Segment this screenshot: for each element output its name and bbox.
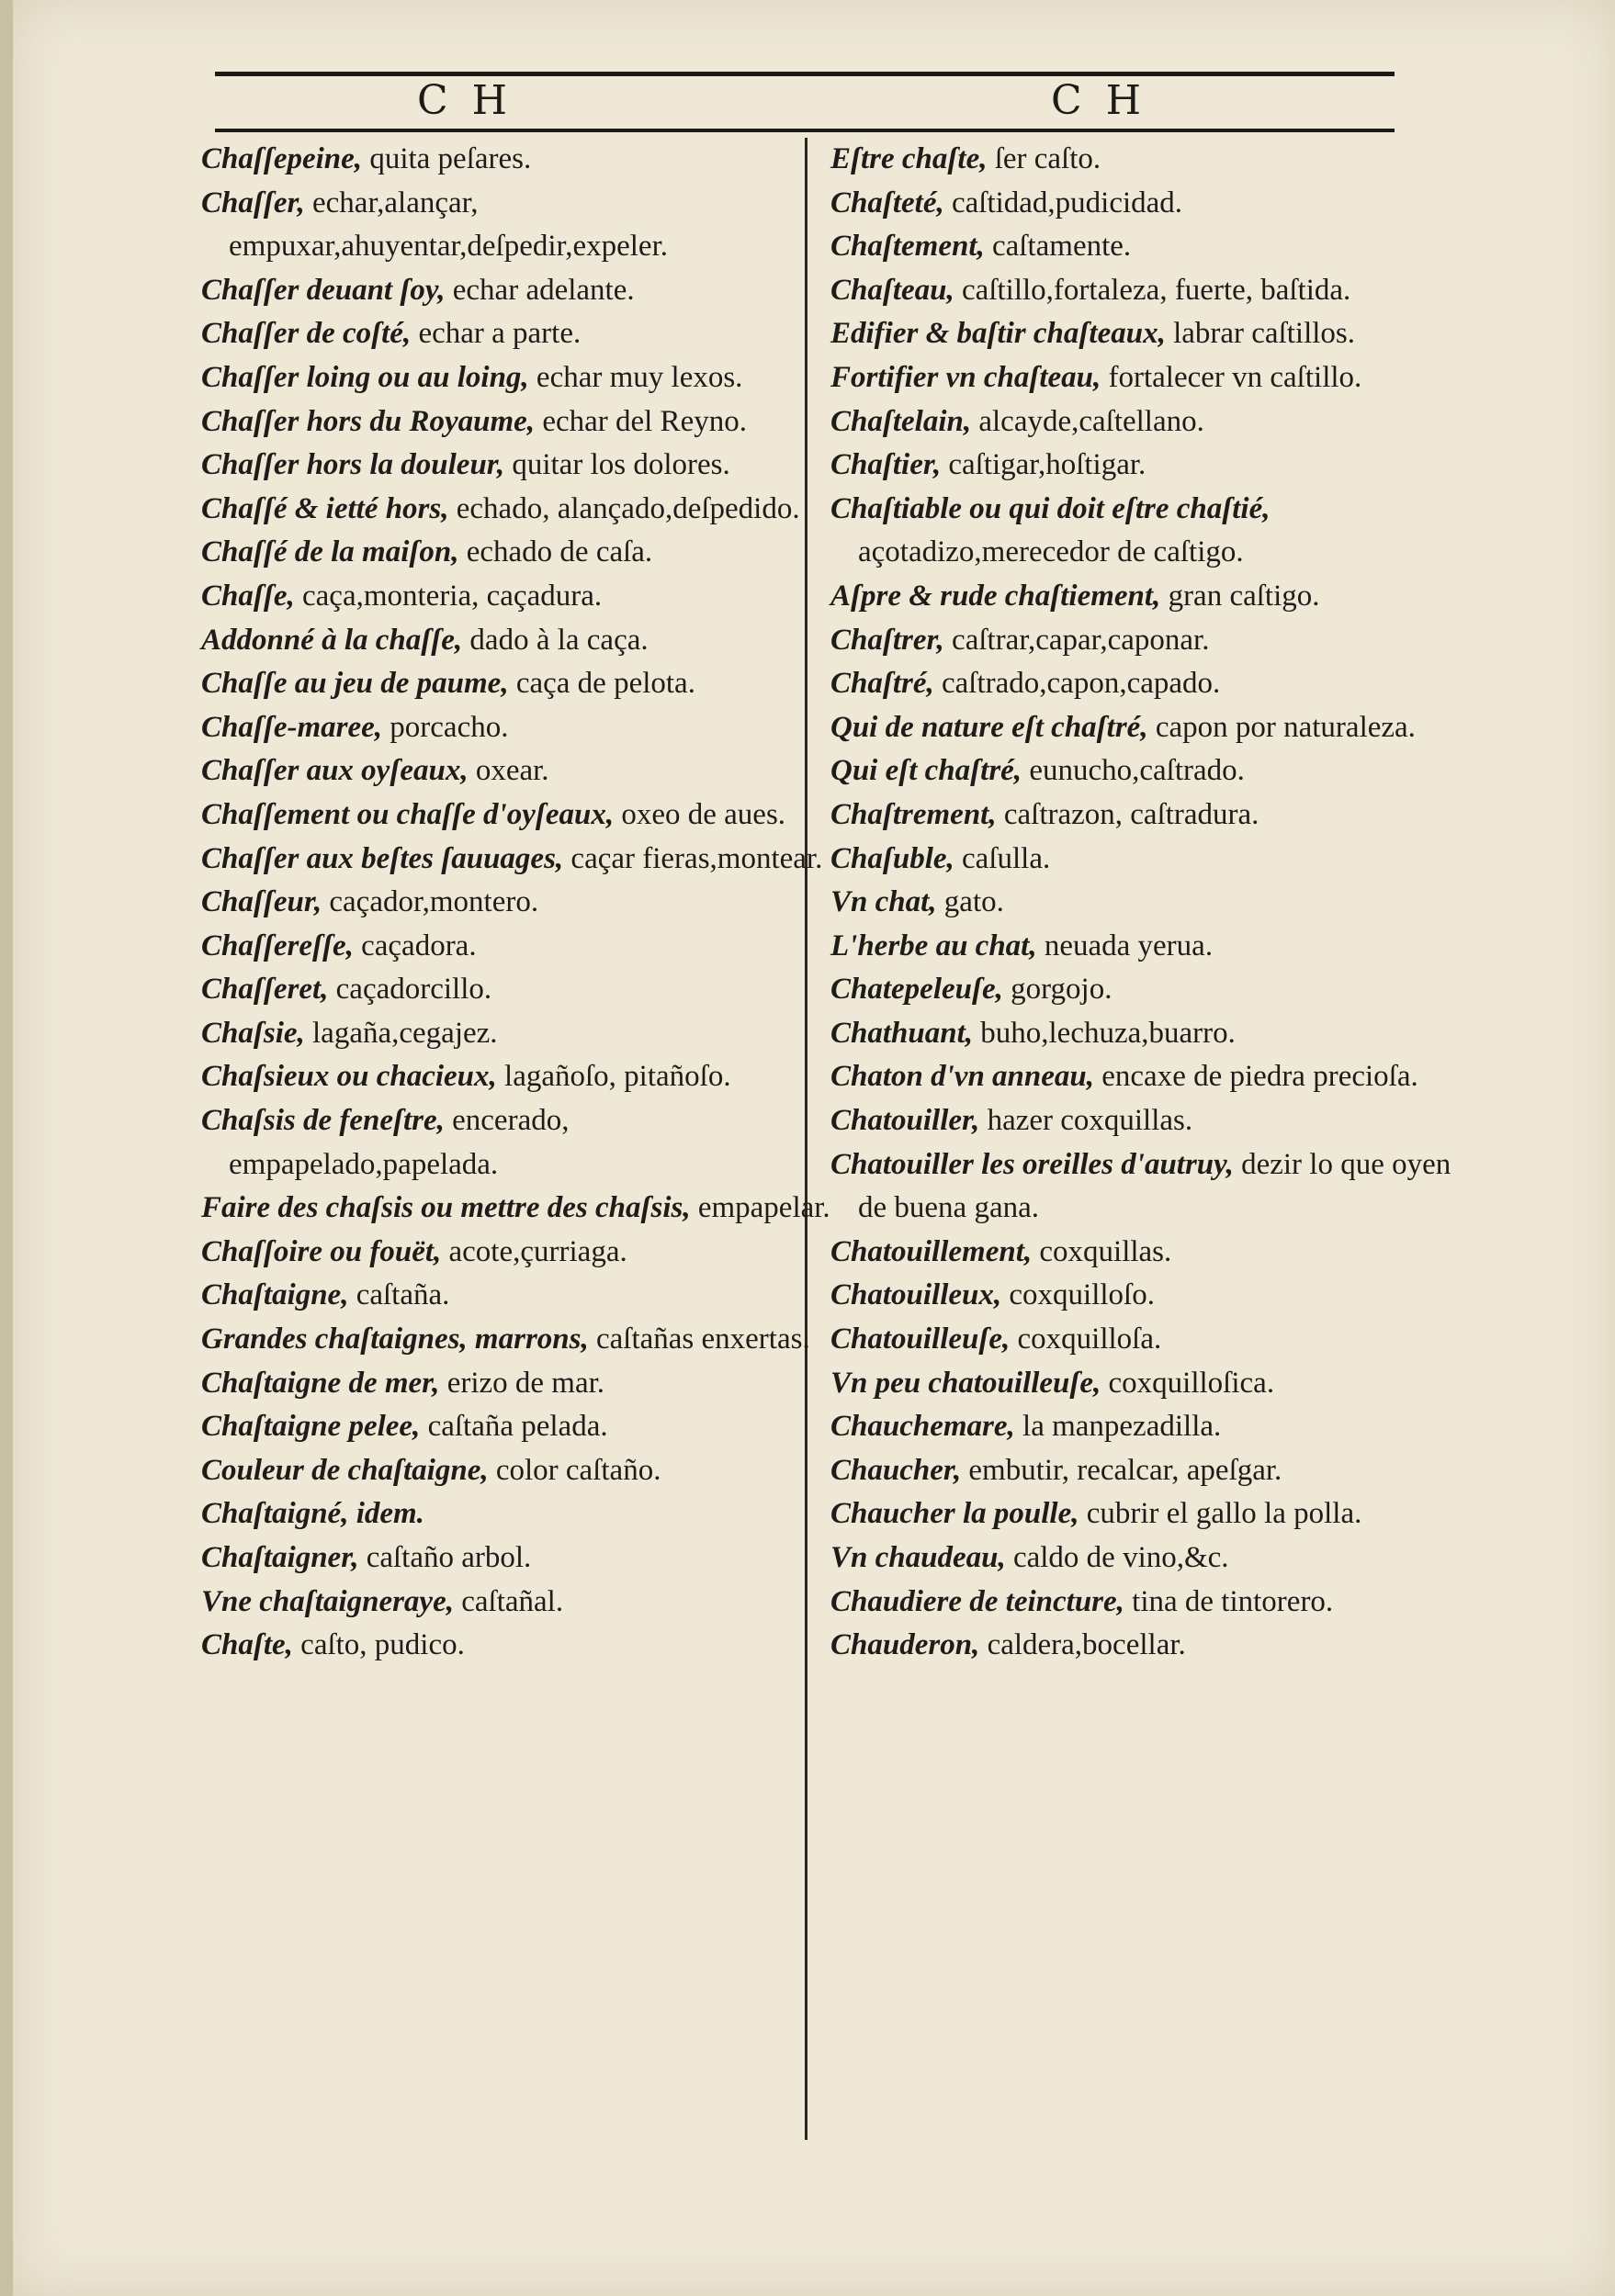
entry-headword: Chaſtrement,	[830, 797, 997, 831]
entry-translation: caçar fieras,montear.	[563, 841, 823, 875]
entry-translation: caſtillo,fortaleza, fuerte, baſtida.	[954, 273, 1351, 307]
entry-headword: Chaſſoire ou fouët,	[201, 1234, 442, 1268]
entry-translation: color caſtaño.	[488, 1453, 661, 1487]
entry-headword: Chaſſepeine,	[201, 142, 363, 175]
entry-translation: quita peſares.	[362, 142, 532, 175]
entry-headword: Chaſſer loing ou au loing,	[201, 360, 529, 394]
dictionary-entry	[830, 749, 1464, 793]
entry-headword: Chaſſer de coſté,	[201, 317, 412, 351]
entry-headword: Eſtre chaſte,	[830, 142, 988, 175]
entry-headword: Chaſteté,	[830, 186, 944, 219]
entry-translation: acote,çurriaga.	[441, 1234, 627, 1268]
entry-headword: Grandes chaſtaignes, marrons,	[201, 1322, 589, 1356]
entry-headword: Chatouiller les oreilles d'autruy,	[830, 1147, 1234, 1181]
dictionary-entry	[201, 1536, 835, 1581]
entry-translation: ſer caſto.	[987, 142, 1101, 175]
dictionary-entry	[201, 662, 835, 706]
entry-translation: caldera,bocellar.	[979, 1628, 1186, 1662]
entry-headword: Chaſtrer,	[830, 623, 944, 657]
entry-translation: buho,lechuza,buarro.	[973, 1016, 1236, 1050]
entry-headword: Edifier & baſtir chaſteaux,	[830, 317, 1166, 351]
dictionary-entry	[201, 488, 835, 532]
entry-headword: Fortifier vn chaſteau,	[830, 360, 1101, 394]
header-rule-top	[215, 72, 1395, 76]
entry-headword: Chaſtaigne de mer,	[201, 1366, 440, 1400]
dictionary-entry	[201, 1274, 835, 1318]
entry-headword: L'herbe au chat,	[830, 929, 1037, 962]
dictionary-entry	[830, 1099, 1464, 1143]
entry-translation: gorgojo.	[1002, 973, 1112, 1007]
entry-translation: erizo de mar.	[439, 1366, 605, 1400]
dictionary-entry	[830, 925, 1464, 969]
entry-headword: Chaſtement,	[830, 230, 985, 264]
dictionary-entry	[201, 531, 835, 575]
dictionary-entry	[830, 1449, 1464, 1493]
entry-headword: Chaſſer deuant ſoy,	[201, 273, 446, 307]
entry-translation: dado à la caça.	[462, 623, 649, 657]
entry-translation: encerado, empapelado,papelada.	[229, 1104, 570, 1181]
entry-translation: porcacho.	[382, 710, 509, 744]
dictionary-entry	[201, 1055, 835, 1099]
dictionary-entry	[830, 269, 1464, 313]
entry-translation: coxquilloſica.	[1101, 1366, 1275, 1400]
dictionary-entry	[201, 881, 835, 925]
entry-headword: Chaſſer aux beſtes ſauuages,	[201, 841, 564, 875]
dictionary-entry	[830, 138, 1464, 182]
dictionary-entry	[830, 1318, 1464, 1362]
left-column	[201, 138, 835, 2213]
dictionary-entry	[201, 1624, 835, 1668]
entry-translation: caſto, pudico.	[292, 1628, 465, 1662]
entry-translation: echar a parte.	[411, 317, 582, 351]
entry-translation: caſtigar,hoſtigar.	[941, 448, 1146, 482]
entry-headword: Chaſſer,	[201, 186, 305, 219]
entry-translation: caçador,montero.	[322, 885, 539, 919]
dictionary-entry	[830, 488, 1464, 575]
entry-headword: Chatouillement,	[830, 1234, 1033, 1268]
dictionary-entry	[201, 1012, 835, 1056]
dictionary-entry	[201, 1449, 835, 1493]
entry-headword: Chaton d'vn anneau,	[830, 1060, 1095, 1094]
dictionary-entry	[830, 706, 1464, 750]
dictionary-entry	[830, 225, 1464, 269]
entry-translation: caçadora.	[353, 929, 477, 962]
dictionary-entry	[201, 1099, 835, 1187]
entry-translation: lagaña,cegajez.	[304, 1016, 498, 1050]
dictionary-entry	[201, 619, 835, 663]
entry-headword: Chaſſer hors la douleur,	[201, 448, 505, 482]
entry-headword: Addonné à la chaſſe,	[201, 623, 463, 657]
entry-translation: neuada yerua.	[1036, 929, 1214, 962]
header-rule-bottom	[215, 129, 1395, 132]
dictionary-entry	[201, 182, 835, 269]
dictionary-entry	[830, 1624, 1464, 1668]
entry-translation: açotadizo,merecedor de caſtigo.	[858, 535, 1244, 569]
dictionary-entry	[830, 182, 1464, 226]
entry-headword: Chatouilleux,	[830, 1278, 1002, 1312]
entry-headword: Chaſſé de la maiſon,	[201, 535, 459, 569]
entry-translation: caſtaña pelada.	[420, 1410, 608, 1444]
entry-translation: echar del Reyno.	[535, 404, 747, 438]
entry-headword: Chaſsis de feneſtre,	[201, 1104, 445, 1138]
entry-headword: Couleur de chaſtaigne,	[201, 1453, 489, 1487]
entry-headword: Vne chaſtaigneraye,	[201, 1584, 454, 1618]
entry-translation: coxquilloſo.	[1001, 1278, 1155, 1312]
entry-headword: Qui de nature eſt chaſtré,	[830, 710, 1148, 744]
entry-headword: Chaſſeur,	[201, 885, 322, 919]
entry-headword: Chaſtré,	[830, 667, 934, 701]
entry-headword: Qui eſt chaſtré,	[830, 754, 1022, 788]
entry-headword: Vn chaudeau,	[830, 1541, 1006, 1574]
entry-translation: caſtañal.	[453, 1584, 564, 1618]
dictionary-entry	[201, 1581, 835, 1625]
entry-headword: Chaſtaigne pelee,	[201, 1410, 421, 1444]
entry-headword: Faire des chaſsis ou mettre des chaſsis,	[201, 1191, 691, 1225]
entry-headword: Chatepeleuſe,	[830, 973, 1003, 1007]
entry-translation: cubrir el gallo la polla.	[1079, 1497, 1362, 1531]
entry-headword: Chaſſe-maree,	[201, 710, 383, 744]
entry-headword: Chaſteau,	[830, 273, 954, 307]
entry-translation: tina de tintorero.	[1124, 1584, 1334, 1618]
entry-translation: echar adelante.	[445, 273, 635, 307]
entry-translation: echar muy lexos.	[528, 360, 743, 394]
dictionary-entry	[830, 1581, 1464, 1625]
entry-headword: Chaſſeret,	[201, 973, 329, 1007]
entry-headword: Chaſſer hors du Royaume,	[201, 404, 536, 438]
dictionary-entry	[201, 269, 835, 313]
dictionary-entry	[830, 1362, 1464, 1406]
dictionary-entry	[201, 400, 835, 445]
entry-translation: alcayde,caſtellano.	[971, 404, 1204, 438]
dictionary-entry	[830, 793, 1464, 838]
entry-headword: Chaſtelain,	[830, 404, 972, 438]
entry-translation: la manpezadilla.	[1014, 1410, 1222, 1444]
dictionary-entry	[201, 575, 835, 619]
entry-headword: Vn peu chatouilleuſe,	[830, 1366, 1101, 1400]
entry-headword: Chaſtaigner,	[201, 1541, 359, 1574]
entry-translation: echado, alançado,deſpedido.	[448, 491, 800, 525]
dictionary-entry	[830, 1143, 1464, 1231]
entry-translation: coxquillas.	[1032, 1234, 1172, 1268]
entry-translation: fortalecer vn caſtillo.	[1101, 360, 1362, 394]
entry-headword: Chaudiere de teincture,	[830, 1584, 1124, 1618]
dictionary-entry	[201, 1492, 835, 1536]
dictionary-page	[13, 0, 1615, 2296]
dictionary-entry	[830, 312, 1464, 356]
entry-translation: caſtrar,capar,caponar.	[943, 623, 1210, 657]
dictionary-entry	[830, 1405, 1464, 1449]
dictionary-entry	[830, 1055, 1464, 1099]
running-head-left: C H	[417, 77, 514, 124]
entry-translation: eunucho,caſtrado.	[1022, 754, 1245, 788]
entry-translation: empapelar.	[690, 1191, 830, 1225]
dictionary-entry	[201, 1405, 835, 1449]
dictionary-entry	[201, 706, 835, 750]
entry-translation: caſtidad,pudicidad.	[943, 186, 1183, 219]
entry-translation: labrar caſtillos.	[1165, 317, 1355, 351]
dictionary-entry	[830, 1012, 1464, 1056]
dictionary-entry	[201, 312, 835, 356]
dictionary-entry	[201, 1187, 835, 1231]
dictionary-entry	[830, 444, 1464, 488]
entry-headword: Aſpre & rude chaſtiement,	[830, 579, 1161, 613]
entry-translation: caſtrado,capon,capado.	[933, 667, 1221, 701]
dictionary-entry	[830, 838, 1464, 882]
entry-headword: Chaſſement ou chaſſe d'oyſeaux,	[201, 797, 615, 831]
dictionary-entry	[201, 1318, 835, 1362]
entry-translation: caſtaña.	[348, 1278, 450, 1312]
entry-translation: dezir lo que oyen de buena gana.	[858, 1147, 1451, 1225]
entry-headword: Chaucher,	[830, 1453, 962, 1487]
entry-headword: Chauchemare,	[830, 1410, 1015, 1444]
dictionary-entry	[830, 662, 1464, 706]
dictionary-entry	[830, 575, 1464, 619]
entry-translation: caça,monteria, caçadura.	[294, 579, 603, 613]
entry-translation: caça de pelota.	[508, 667, 695, 701]
entry-headword: Chaſſe au jeu de paume,	[201, 667, 509, 701]
running-head-right: C H	[1051, 77, 1147, 124]
entry-translation: caſtrazon, caſtradura.	[996, 797, 1259, 831]
entry-headword: Chatouiller,	[830, 1104, 980, 1138]
entry-headword: Chaſſer aux oyſeaux,	[201, 754, 469, 788]
entry-translation: caſtañas enxertas.	[588, 1322, 810, 1356]
entry-translation: echado de caſa.	[458, 535, 653, 569]
dictionary-entry	[201, 968, 835, 1012]
entry-headword: Chaſsieux ou chacieux,	[201, 1060, 497, 1094]
dictionary-entry	[830, 1492, 1464, 1536]
entry-translation: oxeo de aues.	[614, 797, 786, 831]
entry-translation: embutir, recalcar, apeſgar.	[961, 1453, 1282, 1487]
entry-translation: quitar los dolores.	[504, 448, 730, 482]
entry-translation: gato.	[936, 885, 1004, 919]
entry-translation: caçadorcillo.	[328, 973, 492, 1007]
entry-translation: gran caſtigo.	[1160, 579, 1320, 613]
entry-headword: Chaſſe,	[201, 579, 295, 613]
entry-headword: Chauderon,	[830, 1628, 980, 1662]
dictionary-entry	[830, 968, 1464, 1012]
dictionary-entry	[830, 1536, 1464, 1581]
dictionary-entry	[830, 1274, 1464, 1318]
entry-headword: Chaſtier,	[830, 448, 942, 482]
dictionary-entry	[201, 793, 835, 838]
entry-headword: Chaſtaigné, idem.	[201, 1497, 424, 1531]
entry-translation: hazer coxquillas.	[979, 1104, 1193, 1138]
entry-translation: echar,alançar, empuxar,ahuyentar,deſpedir,expeler.	[229, 186, 668, 264]
dictionary-entry	[201, 925, 835, 969]
dictionary-entry	[201, 138, 835, 182]
entry-translation: caſtamente.	[984, 230, 1132, 264]
dictionary-entry	[201, 1362, 835, 1406]
dictionary-entry	[830, 1231, 1464, 1275]
entry-headword: Chaſtaigne,	[201, 1278, 349, 1312]
entry-headword: Chaſuble,	[830, 841, 954, 875]
entry-translation: coxquilloſa.	[1010, 1322, 1162, 1356]
entry-translation: caldo de vino,&c.	[1005, 1541, 1229, 1574]
entry-translation: oxear.	[468, 754, 549, 788]
entry-headword: Chaſſé & ietté hors,	[201, 491, 449, 525]
entry-headword: Chatouilleuſe,	[830, 1322, 1011, 1356]
entry-headword: Chaſsie,	[201, 1016, 305, 1050]
entry-headword: Vn chat,	[830, 885, 937, 919]
entry-headword: Chaſtiable ou qui doit eſtre chaſtié,	[830, 491, 1271, 525]
entry-translation: caſtaño arbol.	[358, 1541, 532, 1574]
dictionary-entry	[201, 838, 835, 882]
entry-translation: lagañoſo, pitañoſo.	[496, 1060, 731, 1094]
dictionary-entry	[201, 356, 835, 400]
dictionary-entry	[830, 619, 1464, 663]
entry-headword: Chaſte,	[201, 1628, 293, 1662]
entry-translation: capon por naturaleza.	[1147, 710, 1416, 744]
entry-translation: caſulla.	[954, 841, 1051, 875]
dictionary-entry	[201, 749, 835, 793]
dictionary-entry	[830, 881, 1464, 925]
dictionary-entry	[201, 444, 835, 488]
entry-headword: Chaſſereſſe,	[201, 929, 354, 962]
dictionary-entry	[201, 1231, 835, 1275]
entry-headword: Chaucher la poulle,	[830, 1497, 1079, 1531]
entry-translation: encaxe de piedra precioſa.	[1094, 1060, 1418, 1094]
dictionary-entry	[830, 356, 1464, 400]
entry-headword: Chathuant,	[830, 1016, 974, 1050]
right-column	[830, 138, 1464, 2213]
dictionary-entry	[830, 400, 1464, 445]
